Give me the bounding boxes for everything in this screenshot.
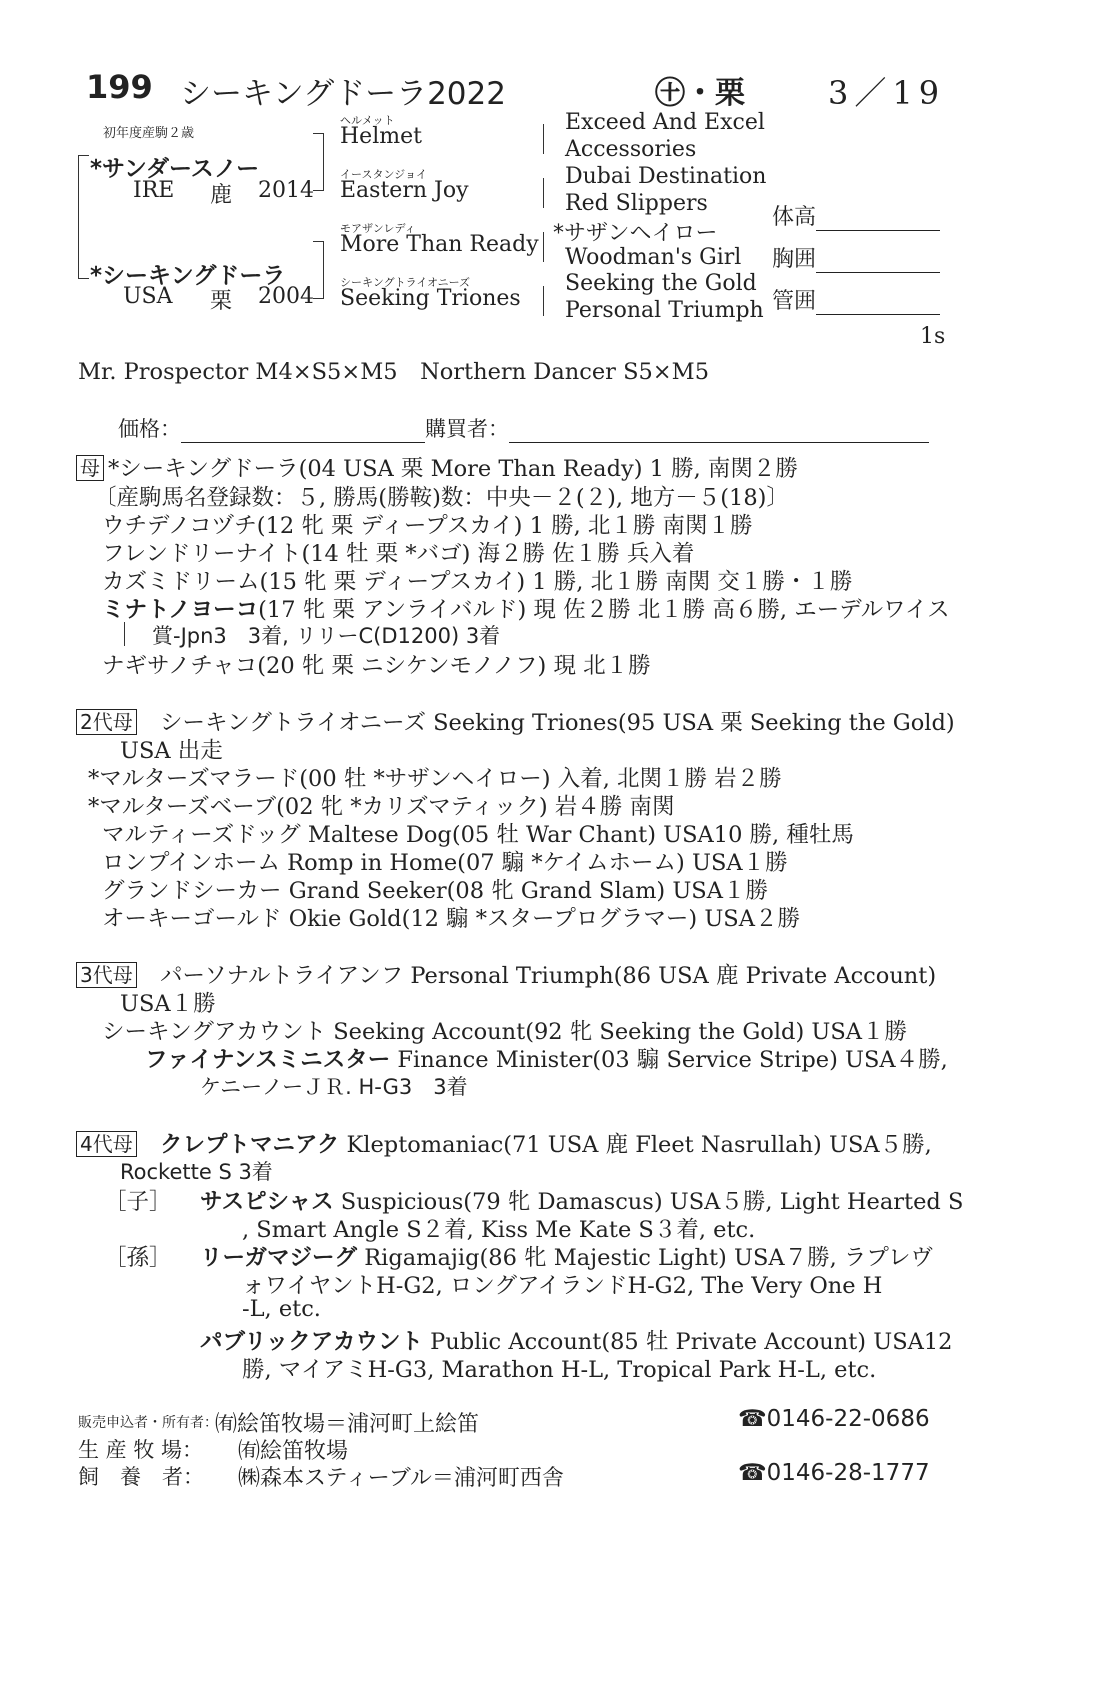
g2-ruby-2: イースタンジョイ	[340, 168, 427, 181]
g4-cont: Rockette S 3着	[120, 1160, 273, 1184]
g2-line-4: ロンプインホーム Romp in Home(07 騸 *ケイムホーム) USA１勝	[102, 850, 788, 876]
g3-name-8: Personal Triumph	[565, 298, 764, 323]
dam-line-2: 〔産駒馬名登録数：５, 勝馬(勝鞍)数：中央－２(２), 地方－５(18)〕	[94, 485, 789, 511]
height-field	[772, 200, 940, 231]
g3-tag: 3代母	[76, 959, 137, 988]
g3-name-4: Red Slippers	[565, 191, 708, 216]
buyer-label: 購買者：	[425, 417, 509, 441]
g3-fm-line	[145, 1042, 948, 1074]
first-crop-note: 初年度産駒２歳	[103, 126, 195, 141]
buyer-field	[425, 413, 929, 443]
sire-year: 2014	[258, 178, 314, 203]
g4-tag: 4代母	[76, 1128, 137, 1157]
sire-color: 鹿	[210, 183, 233, 208]
g3-head-2: USA１勝	[120, 991, 216, 1017]
grand-cont-1: ォワイヤントH-G2, ロングアイランドH-G2, The Very One H	[242, 1273, 883, 1299]
g2-head: シーキングトライオニーズ Seeking Triones(95 USA 栗 Seeking the Gold)	[160, 710, 955, 736]
minato-bar	[124, 622, 125, 646]
g2-name-2: Eastern Joy	[340, 178, 469, 203]
sex-color: ㊉・栗	[655, 76, 745, 111]
g3-name-2: Accessories	[565, 137, 697, 162]
pub-name: パブリックアカウント	[200, 1329, 423, 1355]
grand-cont-2: -L, etc.	[242, 1296, 321, 1322]
seller-label: 販売申込者・所有者：	[78, 1415, 218, 1431]
chest-label: 胸囲	[772, 247, 817, 272]
height-label: 体高	[772, 205, 817, 230]
dam-tag: 母	[76, 452, 104, 481]
g3-name-1: Exceed And Excel	[565, 110, 765, 135]
extra-mark: 1s	[920, 324, 946, 349]
g4-head	[160, 1127, 932, 1159]
g2-line-1: *マルターズマラード(00 牡 *サザンヘイロー) 入着, 北関１勝 岩２勝	[88, 766, 782, 792]
minato-name: ミナトノヨーコ	[102, 597, 259, 623]
dam-name: *シーキングドーラ	[90, 263, 286, 289]
child-name: サスピシャス	[200, 1189, 334, 1215]
g3-head: パーソナルトライアンフ Personal Triumph(86 USA 鹿 Private Account)	[160, 963, 937, 989]
breeder: ㈲絵笛牧場	[238, 1439, 349, 1464]
inbreeding-line: Mr. Prospector M4×S5×M5 Northern Dancer S5×M5	[78, 359, 710, 385]
dam-year: 2004	[258, 284, 314, 309]
g3-name-5: *サザンヘイロー	[553, 221, 718, 246]
g3-line-1: シーキングアカウント Seeking Account(92 牝 Seeking the Gold) USA１勝	[102, 1019, 908, 1045]
g4-rest: Kleptomaniac(71 USA 鹿 Fleet Nasrullah) USA５勝,	[339, 1132, 932, 1158]
g2-ruby-3: モアザンレディ	[340, 222, 416, 235]
sire-dam-bracket	[78, 155, 89, 279]
g2-head-2: USA 出走	[120, 738, 223, 764]
child-tag: ［子］	[104, 1189, 172, 1215]
minato-rest: (17 牝 栗 アンライバルド) 現 佐２勝 北１勝 高６勝, エーデルワイス	[258, 597, 950, 623]
fm-rest: Finance Minister(03 騸 Service Stripe) USA４勝,	[390, 1047, 948, 1073]
cannon-field	[772, 284, 940, 315]
g2-line-2: *マルターズベーブ(02 牝 *カリズマティック) 岩４勝 南関	[88, 794, 675, 820]
g2-name-1: Helmet	[340, 124, 422, 149]
child-cont: , Smart Angle S２着, Kiss Me Kate S３着, etc.	[242, 1217, 756, 1243]
dam-color: 栗	[210, 289, 233, 314]
g2-ruby-4: シーキングトライオニーズ	[340, 276, 471, 289]
dam-country: USA	[123, 284, 173, 309]
g3-name-3: Dubai Destination	[565, 164, 767, 189]
cannon-label: 管囲	[772, 289, 817, 314]
lot-number: 199	[86, 68, 153, 106]
g2-bracket-1	[313, 133, 324, 191]
sale-date: 3／19	[828, 74, 946, 112]
price-field	[118, 413, 425, 443]
dam-line-3: ウチデノコヅチ(12 牝 栗 ディープスカイ) 1 勝, 北１勝 南関１勝	[102, 513, 753, 539]
dam-line-1: *シーキングドーラ(04 USA 栗 More Than Ready) 1 勝, 南関２勝	[108, 456, 798, 482]
dam-line-nagisa: ナギサノチャコ(20 牝 栗 ニシケンモノノフ) 現 北１勝	[102, 653, 651, 679]
dam-line-5: カズミドリーム(15 牝 栗 ディープスカイ) 1 勝, 北１勝 南関 交１勝・１勝	[102, 569, 853, 595]
g2-name-3: More Than Ready	[340, 232, 539, 257]
g3-bar-4	[543, 286, 544, 316]
pub-rest: Public Account(85 牡 Private Account) USA12	[422, 1329, 953, 1355]
keeper: ㈱森本スティーブル＝浦河町西舎	[238, 1466, 564, 1491]
price-label: 価格：	[118, 417, 181, 441]
seller: ㈲絵笛牧場＝浦河町上絵笛	[215, 1412, 480, 1437]
g2-ruby-1: ヘルメット	[340, 114, 395, 127]
g2-line-6: オーキーゴールド Okie Gold(12 騸 *スタープログラマー) USA２勝	[102, 906, 800, 932]
g4-name: クレプトマニアク	[160, 1132, 340, 1158]
g3-bar-1	[543, 124, 544, 154]
grand-rest: Rigamajig(86 牝 Majestic Light) USA７勝, ラプレヴ	[357, 1245, 934, 1271]
fm-cont: ケニーノーＪＲ. H-G3 3着	[200, 1075, 468, 1099]
grand-name: リーガマジーグ	[200, 1245, 358, 1271]
g2-tag: 2代母	[76, 706, 137, 735]
g3-bar-3	[543, 232, 544, 262]
g2-bracket-2	[313, 241, 324, 299]
horse-name: シーキングドーラ2022	[180, 76, 506, 112]
chest-field	[772, 242, 940, 273]
g3-name-7: Seeking the Gold	[565, 271, 757, 296]
grand-tag: ［孫］	[104, 1245, 172, 1271]
g3-name-6: Woodman's Girl	[565, 245, 742, 270]
g3-bar-2	[543, 178, 544, 208]
g2-line-3: マルティーズドッグ Maltese Dog(05 牡 War Chant) USA10 勝, 種牡馬	[102, 822, 854, 848]
sire-country: IRE	[133, 178, 175, 203]
fm-name: ファイナンスミニスター	[145, 1047, 391, 1073]
seller-tel: ☎0146-22-0686	[738, 1406, 930, 1432]
dam-line-4: フレンドリーナイト(14 牡 栗 *バゴ) 海２勝 佐１勝 兵入着	[102, 541, 695, 567]
keeper-tel: ☎0146-28-1777	[738, 1460, 930, 1486]
child-rest: Suspicious(79 牝 Damascus) USA５勝, Light Hearted S	[333, 1189, 964, 1215]
g2-line-5: グランドシーカー Grand Seeker(08 牝 Grand Slam) USA１勝	[102, 878, 768, 904]
minato-cont: 賞-Jpn3 3着, リリーC(D1200) 3着	[152, 624, 501, 648]
g2-name-4: Seeking Triones	[340, 286, 521, 311]
keeper-label: 飼 養 者：	[78, 1465, 204, 1489]
sire-name: *サンダースノー	[90, 156, 260, 182]
breeder-label: 生 産 牧 場：	[78, 1438, 204, 1462]
pub-cont: 勝, マイアミH-G3, Marathon H-L, Tropical Park H-L, etc.	[242, 1357, 877, 1383]
